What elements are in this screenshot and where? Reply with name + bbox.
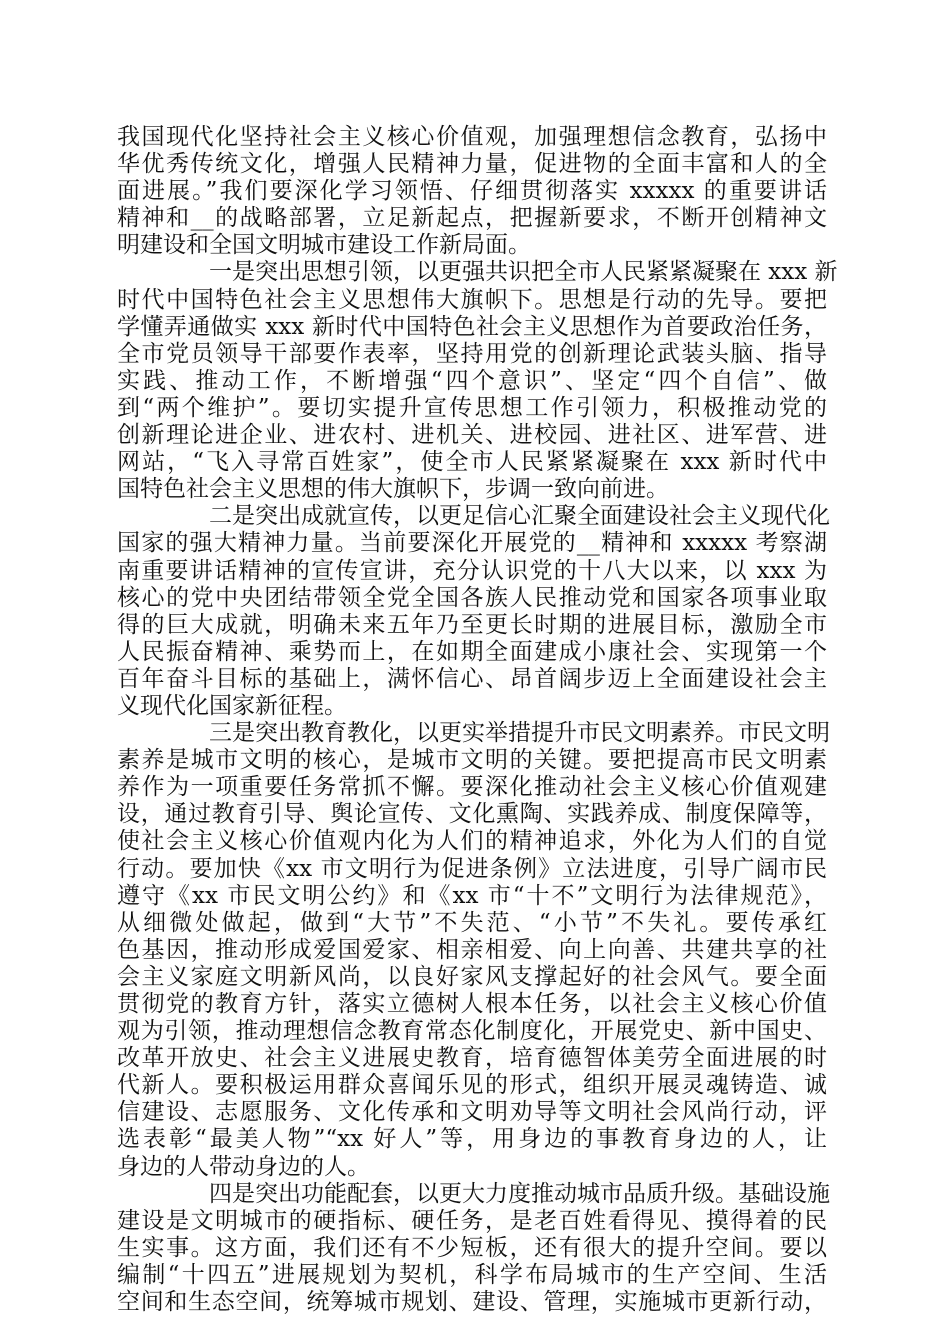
text-line: 华优秀传统文化，增强人民精神力量，促进物的全面丰富和人的全 [117, 151, 827, 178]
text-line: 三是突出教育教化，以更实举措提升市民文明素养。市民文明 [209, 720, 830, 747]
text-line: 信建设、志愿服务、文化传承和文明劝导等文明社会风尚行动，评 [117, 1099, 827, 1126]
text-line: 创新理论进企业、进农村、进机关、进校园、进社区、进军营、进 [117, 422, 827, 449]
text-line: 会主义家庭文明新风尚，以良好家风支撑起好的社会风气。要全面 [117, 963, 827, 990]
text-line: 南重要讲话精神的宣传宣讲，充分认识党的十八大以来，以 xxx 为 [117, 557, 827, 584]
text-line: 选表彰“最美人物”“xx 好人”等，用身边的事教育身边的人，让 [117, 1126, 827, 1153]
text-line: 代新人。要积极运用群众喜闻乐见的形式，组织开展灵魂铸造、诚 [117, 1072, 827, 1099]
text-line: 养作为一项重要任务常抓不懈。要深化推动社会主义核心价值观建 [117, 774, 827, 801]
text-line: 时代中国特色社会主义思想伟大旗帜下。思想是行动的先导。要把 [117, 286, 827, 313]
text-line: 身边的人带动身边的人。 [117, 1153, 370, 1180]
text-line: 编制“十四五”进展规划为契机，科学布局城市的生产空间、生活 [117, 1261, 827, 1288]
text-line: 得的巨大成就，明确未来五年乃至更长时期的进展目标，激励全市 [117, 611, 827, 638]
paragraph-3 [117, 503, 830, 720]
text-line: 精神和__的战略部署，立足新起点，把握新要求，不断开创精神文 [117, 205, 827, 232]
text-line: 观为引领，推动理想信念教育常态化制度化，开展党史、新中国史、 [117, 1018, 827, 1045]
text-line: 我国现代化坚持社会主义核心价值观，加强理想信念教育，弘扬中 [117, 124, 827, 150]
text-line: 素养是城市文明的核心，是城市文明的关键。要把提高市民文明素 [117, 747, 827, 774]
paragraph-2 [117, 259, 838, 503]
text-line: 核心的党中央团结带领全党全国各族人民推动党和国家各项事业取 [117, 584, 827, 611]
text-line: 建设是文明城市的硬指标、硬任务，是老百姓看得见、摸得着的民 [117, 1207, 827, 1234]
text-line: 学懂弄通做实 xxx 新时代中国特色社会主义思想作为首要政治任务， [117, 313, 827, 340]
text-line: 色基因，推动形成爱国爱家、相亲相爱、向上向善、共建共享的社 [117, 936, 827, 963]
text-line: 国家的强大精神力量。当前要深化开展党的__精神和 xxxxx 考察湖 [117, 530, 827, 557]
text-line: 网站，“飞入寻常百姓家”，使全市人民紧紧凝聚在 xxx 新时代中 [117, 449, 827, 476]
paragraph-1 [117, 124, 827, 259]
text-line: 使社会主义核心价值观内化为人们的精神追求，外化为人们的自觉 [117, 828, 827, 855]
text-line: 空间和生态空间，统筹城市规划、建设、管理，实施城市更新行动， [117, 1289, 827, 1316]
text-line: 国特色社会主义思想的伟大旗帜下，步调一致向前进。 [117, 476, 669, 503]
text-line: 从细微处做起，做到“大节”不失范、“小节”不失礼。要传承红 [117, 909, 827, 936]
text-line: 到“两个维护”。要切实提升宣传思想工作引领力，积极推动党的 [117, 394, 827, 421]
text-line: 明建设和全国文明城市建设工作新局面。 [117, 232, 531, 259]
text-line: 改革开放史、社会主义进展史教育，培育德智体美劳全面进展的时 [117, 1045, 827, 1072]
text-line: 四是突出功能配套，以更大力度推动城市品质升级。基础设施 [209, 1180, 830, 1207]
text-line: 全市党员领导干部要作表率，坚持用党的创新理论武装头脑、指导 [117, 340, 827, 367]
text-line: 百年奋斗目标的基础上，满怀信心、昂首阔步迈上全面建设社会主 [117, 665, 827, 692]
text-line: 行动。要加快《xx 市文明行为促进条例》立法进度，引导广阔市民 [117, 855, 827, 882]
text-line: 义现代化国家新征程。 [117, 692, 347, 719]
text-line: 实践、推动工作，不断增强“四个意识”、坚定“四个自信”、做 [117, 367, 827, 394]
paragraph-4 [117, 720, 830, 1181]
text-line: 设，通过教育引导、舆论宣传、文化熏陶、实践养成、制度保障等， [117, 801, 827, 828]
text-line: 二是突出成就宣传，以更足信心汇聚全面建设社会主义现代化 [209, 503, 830, 530]
text-line: 贯彻党的教育方针，落实立德树人根本任务，以社会主义核心价值 [117, 991, 827, 1017]
paragraph-5 [117, 1180, 830, 1316]
text-line: 面进展。”我们要深化学习领悟、仔细贯彻落实 xxxxx 的重要讲话 [117, 178, 827, 205]
text-line: 一是突出思想引领，以更强共识把全市人民紧紧凝聚在 xxx 新 [209, 259, 838, 286]
text-line: 人民振奋精神、乘势而上，在如期全面建成小康社会、实现第一个 [117, 638, 827, 665]
document-page [117, 124, 838, 1316]
text-line: 遵守《xx 市民文明公约》和《xx 市“十不”文明行为法律规范》， [117, 882, 827, 909]
text-line: 生实事。这方面，我们还有不少短板，还有很大的提升空间。要以 [117, 1234, 827, 1261]
